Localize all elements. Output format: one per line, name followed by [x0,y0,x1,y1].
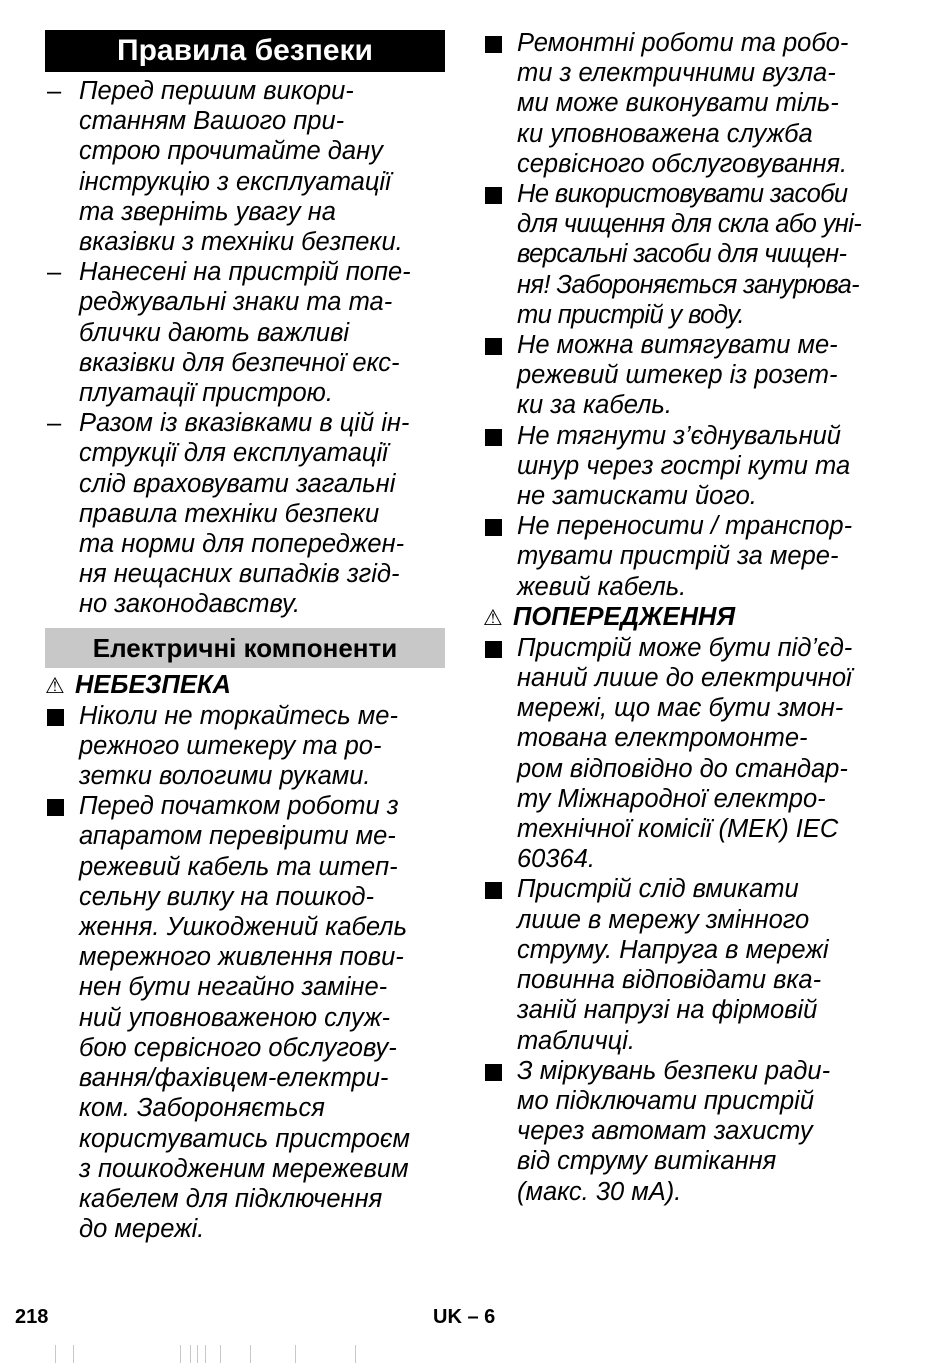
intro-item-text: Разом із вказівками в цій ін- струкції для експлуатації слід враховувати загальні правила техніки безпеки та норми для попереджен- ня нещасних випадків згід- но законодавству. [79,409,410,619]
right-column [483,28,903,1207]
black-square-icon [485,641,502,658]
warning-label: ПОПЕРЕДЖЕННЯ [513,602,736,631]
warning-item-text: Пристрій слід вмикати лише в мережу змінного струму. Напруга в мережі повинна відповідати вка- заній напрузі на фірмовій табличці. [517,875,829,1055]
black-square-icon [485,1064,502,1081]
danger-item [45,701,445,792]
left-column [45,30,445,1244]
safety-item-text: Не можна витягувати ме- режевий штекер із розет- ки за кабель. [517,331,838,420]
safety-item-text: Не використовувати засоби для чищення для скла або уні- версальні засоби для чищен- ня! Забороняється занурюва- ти пристрій у воду. [517,180,862,329]
safety-item [483,330,903,421]
black-square-icon [485,187,502,204]
black-square-icon [485,882,502,899]
safety-item-text: Не переносити / транспор- тувати пристрій за мере- жевий кабель. [517,512,853,601]
dash-marker: – [47,258,62,287]
safety-item-text: Не тягнути з’єднувальний шнур через гострі кути та не затискати його. [517,421,851,511]
warning-heading [483,602,903,633]
danger-heading [45,670,445,701]
black-square-icon [47,799,64,816]
safety-item [483,28,903,179]
black-square-icon [485,338,502,355]
warning-item-text: З міркувань безпеки ради- мо підключати пристрій через автомат захисту від струму витікання (макс. 30 мА). [517,1056,831,1206]
intro-item-text: Нанесені на пристрій попе- реджувальні знаки та та- блички дають важливі вказівки для безпечної екс- плуатації пристрою. [79,258,411,408]
danger-item-text: Ніколи не торкайтесь ме- режного штекеру та ро- зетки вологими руками. [79,701,398,791]
dash-marker: – [47,409,62,438]
section-title-electrical: Електричні компоненти [45,628,445,668]
intro-item [45,76,445,257]
black-square-icon [485,429,502,446]
danger-label: НЕБЕЗПЕКА [75,670,231,699]
dash-marker: – [47,77,62,105]
warning-triangle-icon: ⚠ [483,604,503,630]
danger-item-text: Перед початком роботи з апаратом перевірити ме- режевий кабель та штеп- сельну вилку на пошкод- ження. Ушкоджений кабель мережного живлення пови- нен бути негайно заміне- ний уповноваженою служ- бою сервісного обслугову- вання/фахівцем-електри- ком. Забороняється користуватись пристроєм з пошкодженим мережевим кабелем для підключення до мережі. [79,792,410,1244]
page-number: 218 [15,1306,49,1328]
black-square-icon [485,36,502,53]
warning-item [483,633,903,875]
intro-item-text: Перед першим викори- станням Вашого при- строю прочитайте дану інструкцію з експлуатації та зверніть увагу на вказівки з техніки безпеки. [79,77,403,257]
safety-item [483,421,903,512]
warning-item-text: Пристрій може бути під’єд- наний лише до електричної мережі, що має бути змон- тована електромонте- ром відповідно до стандар- ту Міжнародної електро- технічної комісії (МЕК) IEC 60364. [517,633,853,874]
safety-item [483,179,903,330]
warning-item [483,1056,903,1207]
page-code: UK – 6 [433,1306,496,1328]
intro-item [45,408,445,619]
black-square-icon [485,519,502,536]
section-title-safety: Правила безпеки [45,30,445,72]
safety-item [483,511,903,602]
warning-item [483,874,903,1055]
safety-item-text: Ремонтні роботи та робо- ти з електричними вузла- ми може виконувати тіль- ки уповноважена служба сервісного обслуговування. [517,29,849,178]
black-square-icon [47,709,64,726]
print-marks [55,1345,495,1365]
intro-item [45,257,445,408]
warning-triangle-icon: ⚠ [45,672,65,698]
danger-item [45,791,445,1244]
